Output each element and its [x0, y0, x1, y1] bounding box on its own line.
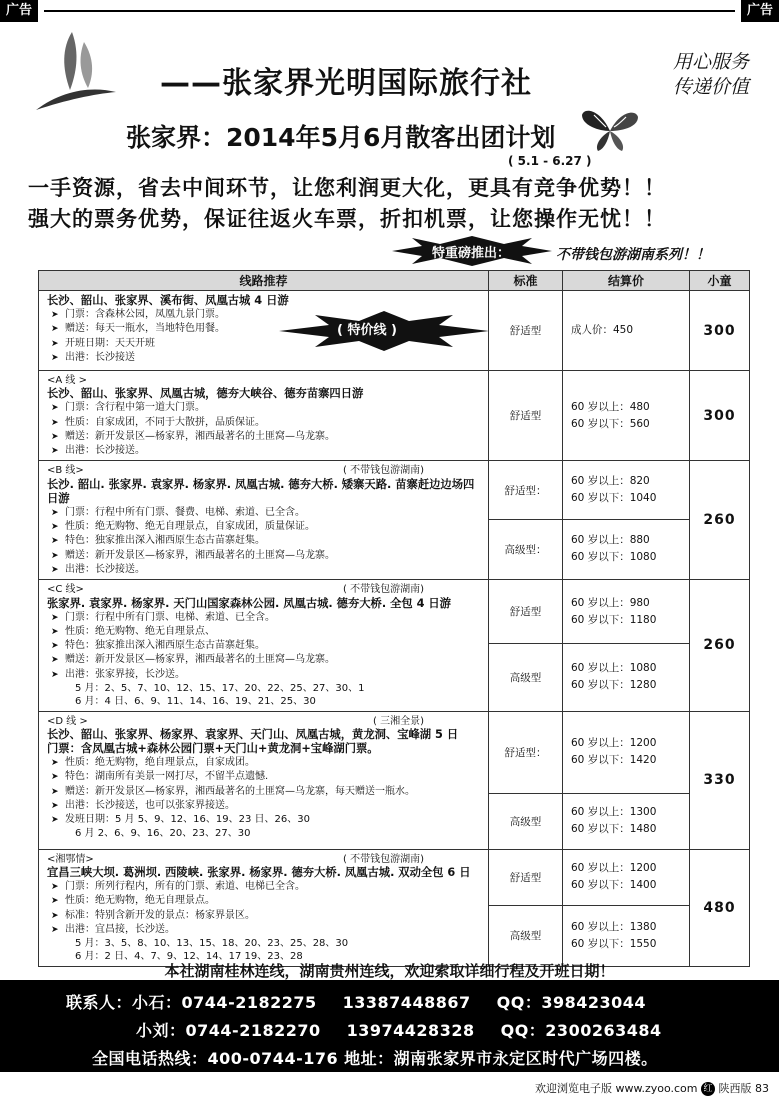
top-rule [44, 10, 735, 12]
tier-standard: 舒适型 [489, 849, 563, 905]
arrow-bullet-icon: ➤ [51, 641, 59, 652]
plan-title: 张家界：2014年5月6月散客出团计划 [126, 123, 556, 152]
route-item-text: 赠送：每天一瓶水，当地特色用餐。 [65, 323, 225, 335]
route-info [39, 580, 489, 711]
route-table [38, 270, 750, 967]
price-line: 60 岁以上：1380 [571, 920, 657, 933]
route-subtitle: 门票：含凤凰古城+森林公园门票+天门山+黄龙洞+宝峰湖门票。 [47, 741, 379, 755]
price-line: 60 岁以下：1080 [571, 551, 657, 564]
price-line: 60 岁以下：1550 [571, 937, 657, 950]
route-item [47, 909, 484, 923]
slogan-line: 传递价值 [672, 76, 749, 98]
tier-price [563, 906, 690, 967]
route-item-text: 门票：所列行程内，所有的门票、索道、电梯已全含。 [65, 880, 305, 892]
route-item-text: 门票：行程中所有门票、电梯、索道、已全含。 [65, 611, 275, 623]
route-note: ( 不带钱包游湖南) [343, 465, 424, 477]
edition-badge-icon: 红 [701, 1082, 715, 1096]
child-price: 260 [690, 580, 750, 711]
route-item-text: 赠送：新开发景区—杨家界，湘西最著名的土匪窝—乌龙寨。 [65, 430, 335, 442]
tier-price [563, 793, 690, 849]
route-item [47, 770, 484, 784]
date-range: ( 5.1 - 6.27 ) [508, 154, 592, 168]
arrow-bullet-icon: ➤ [51, 910, 59, 921]
price-line: 成人价：450 [571, 324, 634, 336]
route-item-text: 特色：湖南所有美景一网打尽，不留半点遗憾. [65, 771, 269, 783]
bottom-note: 本社湖南桂林连线，湖南贵州连线，欢迎索取详细行程及开班日期！ [164, 962, 615, 980]
tier-standard: 高级型： [489, 519, 563, 580]
table-row [39, 849, 750, 905]
tier-standard: 舒适型 [489, 291, 563, 371]
route-item-text: 门票：含森林公园，凤凰九景门票。 [65, 309, 225, 320]
footer-edition: 陕西版 [718, 1082, 752, 1095]
route-item [47, 563, 484, 577]
route-dates: 6 月：2 日、4、7、9、12、14、17 19、23、28 [75, 951, 303, 963]
tier-price [563, 849, 690, 905]
headline: 一手资源，省去中间环节，让您利润更大化，更具有竞争优势！！ [28, 176, 666, 200]
route-item [47, 444, 484, 458]
headline: 强大的票务优势，保证往返火车票，折扣机票，让您操作无忧！！ [28, 207, 666, 231]
footer [535, 1080, 769, 1096]
arrow-bullet-icon: ➤ [51, 310, 59, 320]
route-item [47, 549, 484, 563]
contact-name: 小石： [132, 993, 182, 1012]
sail-logo-icon [32, 28, 118, 114]
route-item-text: 发班日期：5 月 5、9、12、16、19、23 日、26、30 [65, 814, 310, 826]
route-item [47, 894, 484, 908]
contact-phone: 0744-2182275 [181, 993, 317, 1012]
route-item [47, 430, 484, 444]
arrow-bullet-icon: ➤ [51, 446, 59, 457]
route-info [39, 461, 489, 580]
route-item-text: 出港：长沙接送 [65, 351, 135, 363]
price-line: 60 岁以上：1200 [571, 737, 657, 750]
tier-standard: 舒适型 [489, 580, 563, 644]
arrow-bullet-icon: ➤ [51, 626, 59, 637]
route-dates: 5 月：2、5、7、10、12、15、17、20、22、25、27、30、1 [75, 683, 365, 695]
route-item [47, 416, 484, 430]
price-line: 60 岁以下：1400 [571, 879, 657, 892]
route-item [47, 799, 484, 813]
route-item-text: 出港：张家界接，长沙送。 [65, 668, 185, 680]
route-note: ( 不带钱包游湖南) [343, 853, 424, 865]
route-info [39, 291, 489, 371]
tier-price [563, 643, 690, 711]
child-price: 300 [690, 291, 750, 371]
route-item [47, 401, 484, 415]
route-item-text: 赠送：新开发景区—杨家界，湘西最著名的土匪窝—乌龙寨。 [65, 549, 335, 561]
price-line: 60 岁以上：1200 [571, 862, 657, 875]
child-price: 260 [690, 461, 750, 580]
child-price: 330 [690, 711, 750, 849]
column-header: 标准 [489, 271, 563, 291]
arrow-bullet-icon: ➤ [51, 536, 59, 547]
price-line: 60 岁以下：1420 [571, 754, 657, 767]
route-tag: <D 线 > [47, 715, 88, 727]
price-line: 60 岁以下：1280 [571, 679, 657, 692]
route-title: 宜昌三峡大坝. 葛洲坝. 西陵峡. 张家界. 杨家界. 德夯大桥. 凤凰古城. 双动全包 6 日 [47, 865, 471, 879]
route-item-text: 性质：绝无购物，绝自理景点，自家成团。 [65, 756, 255, 768]
route-note: ( 三湘全景) [373, 715, 424, 727]
price-line: 60 岁以下：1480 [571, 823, 657, 836]
route-item-text: 出港：宜昌接，长沙送。 [65, 923, 175, 935]
route-item-text: 标准：特别含新开发的景点：杨家界景区。 [65, 909, 255, 921]
route-dates: 5 月：3、5、8、10、13、15、18、20、23、25、28、30 [75, 938, 349, 950]
tier-standard: 高级型 [489, 643, 563, 711]
tier-standard: 高级型 [489, 793, 563, 849]
route-item-text: 赠送：新开发景区—杨家界，湘西最著名的土匪窝—乌龙寨。 [65, 654, 335, 666]
route-note: ( 不带钱包游湖南) [343, 584, 424, 596]
route-item [47, 534, 484, 548]
arrow-bullet-icon: ➤ [51, 403, 59, 414]
route-item [47, 611, 484, 625]
tier-price [563, 291, 690, 371]
child-price: 300 [690, 371, 750, 461]
route-title: 长沙. 韶山. 张家界. 袁家界. 杨家界. 凤凰古城. 德夯大桥. 矮寨天路. 苗寨赶边边场四日游 [47, 477, 475, 505]
tier-standard: 舒适型： [489, 711, 563, 793]
route-item-text: 性质：绝无购物、绝无自理景点、 [65, 625, 215, 637]
footer-text: 欢迎浏览电子版 www.zyoo.com [534, 1082, 698, 1095]
price-line: 60 岁以上：480 [571, 400, 650, 413]
arrow-bullet-icon: ➤ [51, 522, 59, 533]
page-number: 83 [755, 1082, 769, 1095]
route-item-text: 性质：自家成团，不同于大散拼，品质保证。 [65, 416, 265, 428]
route-title: 长沙、韶山、张家界、杨家界、袁家界、天门山、凤凰古城，黄龙洞、宝峰湖 5 日 [47, 727, 459, 741]
arrow-bullet-icon: ➤ [51, 924, 59, 935]
tier-price [563, 580, 690, 644]
price-line: 60 岁以上：1300 [571, 806, 657, 819]
route-item-text: 特色：独家推出深入湘西原生态古苗寨赶集。 [65, 535, 265, 547]
agency-name: ——张家界光明国际旅行社 [160, 66, 532, 101]
table-row [39, 711, 750, 793]
price-line: 60 岁以上：880 [571, 534, 650, 547]
route-item-text: 赠送：新开发景区—杨家界，湘西最著名的土匪窝—乌龙寨，每天赠送一瓶水。 [65, 785, 415, 797]
arrow-bullet-icon: ➤ [51, 881, 59, 892]
route-dates: 6 月：4 日、6、9、11、14、16、19、21、25、30 [75, 696, 316, 708]
route-dates: 6 月 2、6、9、16、20、23、27、30 [75, 828, 251, 840]
contact-label: 联系人： [66, 993, 133, 1012]
route-item-text: 出港：长沙接送，也可以张家界接送。 [65, 799, 235, 811]
child-price: 480 [690, 849, 750, 966]
arrow-bullet-icon: ➤ [51, 896, 59, 907]
column-header: 线路推荐 [39, 271, 489, 291]
route-tag: <湘鄂情> [47, 853, 94, 865]
table-header-row [39, 271, 750, 291]
tier-price [563, 519, 690, 580]
promo-label: 特重磅推出： [432, 246, 511, 261]
route-item [47, 756, 484, 770]
route-item [47, 506, 484, 520]
arrow-bullet-icon: ➤ [51, 431, 59, 442]
tier-standard: 舒适型 [489, 371, 563, 461]
route-tag: <A 线 > [47, 375, 87, 386]
arrow-bullet-icon: ➤ [51, 786, 59, 797]
arrow-bullet-icon: ➤ [51, 772, 59, 783]
arrow-bullet-icon: ➤ [51, 669, 59, 680]
route-item-text: 门票：含行程中第一道大门票。 [65, 402, 205, 414]
table-row [39, 461, 750, 519]
route-info [39, 371, 489, 461]
route-info [39, 711, 489, 849]
column-header: 小童 [690, 271, 750, 291]
arrow-bullet-icon: ➤ [51, 417, 59, 428]
route-item [47, 923, 484, 937]
price-line: 60 岁以上：820 [571, 475, 650, 488]
arrow-bullet-icon: ➤ [51, 655, 59, 666]
contact-row [136, 1018, 662, 1041]
tier-price [563, 371, 690, 461]
route-item [47, 653, 484, 667]
price-line: 60 岁以下：1180 [571, 613, 657, 626]
arrow-bullet-icon: ➤ [51, 612, 59, 623]
tier-price [563, 711, 690, 793]
column-header: 结算价 [563, 271, 690, 291]
route-item-text: 门票：行程中所有门票、餐费、电梯、索道、已全含。 [65, 506, 305, 518]
ad-label-left: 广告 [0, 0, 38, 22]
table-row [39, 580, 750, 644]
arrow-bullet-icon: ➤ [51, 564, 59, 575]
route-item [47, 880, 484, 894]
contact-phone: 0744-2182270 [185, 1021, 321, 1040]
arrow-bullet-icon: ➤ [51, 352, 59, 363]
route-tag: <C 线> [47, 584, 84, 596]
route-info [39, 849, 489, 966]
route-item-text: 出港：长沙接送。 [65, 445, 145, 457]
price-line: 60 岁以上：980 [571, 596, 650, 609]
contact-qq: QQ：2300263484 [500, 1021, 662, 1040]
tier-price [563, 461, 690, 519]
table-row [39, 291, 750, 371]
contact-mobile: 13974428328 [346, 1021, 475, 1040]
slogan-line: 用心服务 [672, 51, 749, 73]
route-item-text: 出港：长沙接送。 [65, 563, 145, 575]
hotline: 全国电话热线：400-0744-176 地址：湖南张家界市永定区时代广场四楼。 [92, 1049, 658, 1068]
route-tag: <B 线> [47, 465, 84, 477]
arrow-bullet-icon: ➤ [51, 757, 59, 768]
route-item [47, 813, 484, 827]
route-item [47, 668, 484, 682]
contact-bar [0, 980, 779, 1072]
promo-series: 不带钱包游湖南系列！！ [556, 247, 710, 263]
route-title: 长沙、韶山、张家界、凤凰古城，德夯大峡谷、德夯苗寨四日游 [47, 387, 364, 401]
price-line: 60 岁以下：560 [571, 417, 650, 430]
route-item [47, 639, 484, 653]
table-row [39, 371, 750, 461]
special-label: ( 特价线 ) [337, 323, 397, 338]
route-item [47, 520, 484, 534]
contact-qq: QQ：398423044 [496, 993, 647, 1012]
route-title: 长沙、韶山、张家界、溪布街、凤凰古城 4 日游 [47, 294, 289, 307]
ad-label-right: 广告 [741, 0, 779, 22]
arrow-bullet-icon: ➤ [51, 507, 59, 518]
arrow-bullet-icon: ➤ [51, 338, 59, 349]
route-item-text: 性质：绝无购物、绝无自理景点，自家成团，质量保证。 [65, 521, 315, 533]
arrow-bullet-icon: ➤ [51, 550, 59, 561]
contact-name: 小刘： [136, 1021, 186, 1040]
route-item [47, 625, 484, 639]
tier-standard: 高级型 [489, 906, 563, 967]
route-item-text: 开班日期：天天开班 [65, 337, 155, 349]
route-item-text: 性质：绝无购物，绝无自理景点。 [65, 895, 215, 907]
arrow-bullet-icon: ➤ [51, 815, 59, 826]
arrow-bullet-icon: ➤ [51, 800, 59, 811]
contact-row [66, 990, 646, 1013]
route-title: 张家界. 袁家界. 杨家界. 天门山国家森林公园. 凤凰古城. 德夯大桥. 全包 4 日游 [47, 596, 451, 610]
route-item [47, 351, 484, 365]
route-item-text: 特色：独家推出深入湘西原生态古苗寨赶集。 [65, 640, 265, 652]
slogan [673, 50, 749, 100]
tier-standard: 舒适型： [489, 461, 563, 519]
arrow-bullet-icon: ➤ [51, 324, 59, 335]
butterfly-icon [580, 105, 640, 153]
price-line: 60 岁以上：1080 [571, 662, 657, 675]
route-table-body [39, 291, 750, 967]
price-line: 60 岁以下：1040 [571, 492, 657, 505]
route-item [47, 785, 484, 799]
contact-mobile: 13387448867 [342, 993, 471, 1012]
